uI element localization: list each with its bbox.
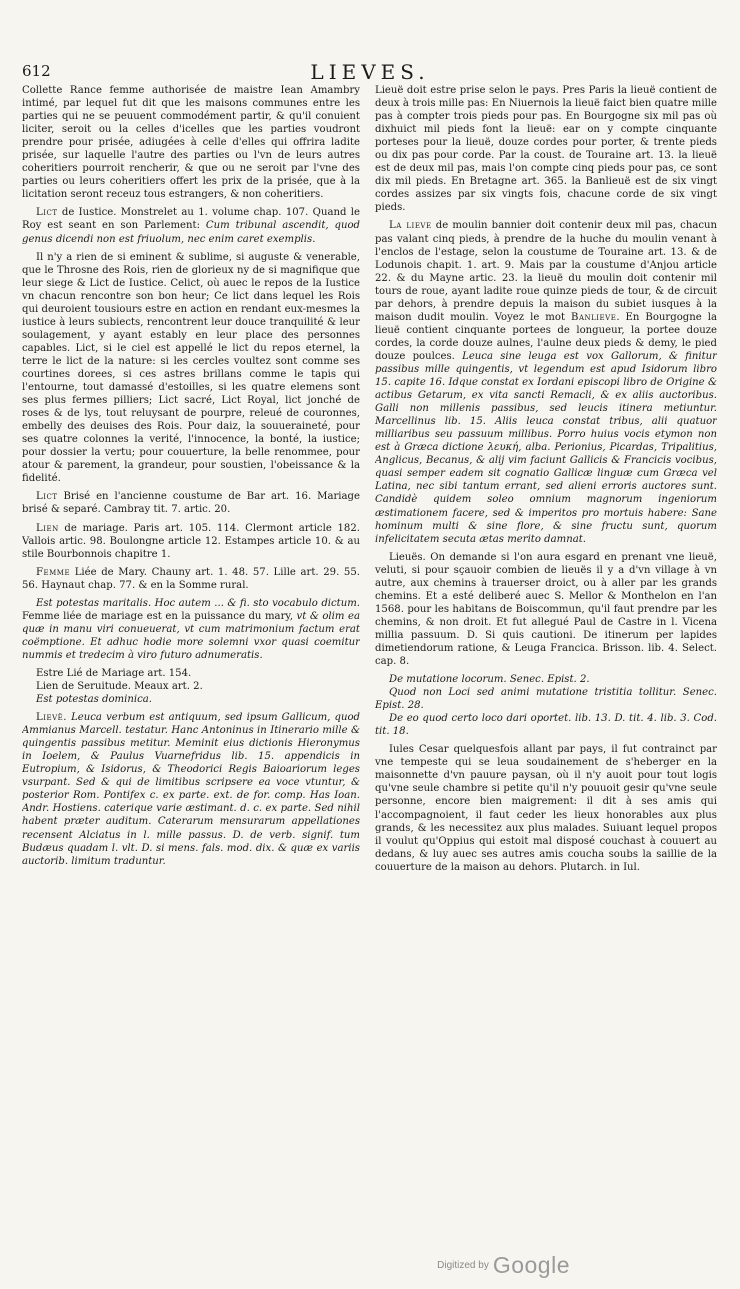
entry-text: de mariage. Paris art. 105. 114. Clermont article 182. Vallois artic. 98. Boulongne article 12. Estampes article 10. & au stile Bourbonnois chapitre 1. (22, 522, 360, 560)
google-watermark (0, 1252, 740, 1279)
paragraph: Iules Cesar quelquesfois allant par pays, il fut contrainct par vne tempeste qui se leua soudainement de s'heberger en la maisonnette d'vn pauure paysan, où il n'y auoit pour tout logis qu'vne seule chambre si petite qu'il n'y pouuoit gesir qu'vne seule personne, encore bien maigrement: il dit à ses amis qui l'accompagnoient, il faut ceder les lieux honorables aux plus grands, & les necessitez aux plus malades. Suiuant lequel propos il voulut qu'Oppius qui estoit mal disposé couchast à couuert au dedans, & luy auec ses autres amis coucha soubs la saillie de la couuerture de la maison au dehors. Plutarch. in Iul. (375, 744, 717, 873)
paragraph: Collette Rance femme authorisée de maistre Iean Amambry intimé, par lequel fut dit que les maisons communes entre les parties qui ne se peuuent commodément partir, & qu'il conuient liciter, seroit ou la celles d'icelles que les parties voudront prendre pour prisée, adiugées à celle d'elles qui offrira ladite prisée, sur laquelle l'autre des parties ou l'vn de leurs autres coheritiers pourroit rencherir, & que ou ne seroit par l'vne des parties ou leurs coheritiers offert les prix de la prisée, que à la licitation seront receuz tous estrangers, & non coheritiers. (22, 85, 360, 201)
running-title: LIEVES. (310, 60, 430, 84)
entry-text: Femme liée de mariage est en la puissance du mary, (22, 610, 297, 622)
page-number: 612 (22, 62, 51, 80)
entry-headword: Femme (36, 566, 71, 578)
paragraph: Lieuës. On demande si l'on aura esgard en prenant vne lieuë, veluti, si pour sçauoir combien de lieuës il y a d'vn village à vn autre, aux chemins à trauerser droict, ou à aller par les grands chemins. Et a esté deliberé auec S. Mellor & Monthelon en l'an 1568. pour les habitans de Boiscommun, qu'il faut prendre par les chemins, & non droit. Et fut allegué Paul de Castre in l. Vicena millia passuum. D. Si quis cautioni. De itinerum per lapides dimetiendorum ratione, & Leuga Francica. Brisson. lib. 4. Select. cap. 8. (375, 551, 717, 668)
latin-quote: Est potestas maritalis. Hoc autem ... & fi. sto vocabulo dictum. (36, 597, 360, 609)
latin-quote: Quod non Loci sed animi mutatione tristitia tollitur. Senec. Epist. 28. (375, 687, 717, 712)
entry-text: Liée de Mary. Chauny art. 1. 48. 57. Lille art. 29. 55. 56. Haynaut chap. 77. & en la Somme rural. (22, 566, 360, 591)
entry-text: . En Bourgogne la lieuë contient cinquante portees de longueur, la portee douze cordes, la corde douze aulnes, l'aulne deux pieds & demy, le pied douze poulces. (375, 311, 717, 362)
latin-quote: vt & olim ea quæ in manu viri conueuerat, vt cum matrimonium factum erat coëmptione. Et adhuc hodie more solemni vxor quasi coemitur nummis et tredecim à viro futuro adnumeratis. (22, 610, 360, 661)
latin-quote: Est potestas dominica. (36, 694, 152, 706)
entry-text: Brisé en l'ancienne coustume de Bar art. 16. Mariage brisé & separé. Cambray tit. 7. artic. 20. (22, 491, 360, 516)
entry-headword: Banlieve (571, 311, 617, 323)
entry-potestas-maritalis (22, 597, 360, 662)
paragraph: Estre Lié de Mariage art. 154. (36, 667, 192, 679)
entry-iules-cesar (375, 743, 717, 873)
paragraph (22, 597, 360, 662)
right-column (375, 84, 717, 1224)
entry-headword: Lict (36, 491, 58, 503)
entry-estre-lie (22, 667, 360, 706)
entry-lien-de-mariage (22, 522, 360, 561)
entry-text: de Iustice. Monstrelet au 1. volume chap. 107. Quand le Roy est seant en son Parlement: (22, 207, 360, 232)
entry-latin-references (375, 673, 717, 738)
paragraph (22, 206, 360, 245)
entry-headword: Lievë. (36, 712, 67, 724)
paragraph: Lien de Seruitude. Meaux art. 2. (36, 681, 203, 693)
latin-quote: De mutatione locorum. Senec. Epist. 2. (389, 674, 590, 686)
latin-quote: Leuca sine leuga est vox Gallorum, & finitur passibus mille quingentis, vt legendum est apud Isidorum libro 15. capite 16. Idque constat ex Iordani episcopi libro de Origine & actibus Getarum, ex vita sancti Remacli, & ex aliis auctoribus. Galli non millenis passibus, sed leucis itinera metiuntur. Marcellinus lib. 15. Aliis leuca constat tribus, alii quatuor milliaribus seu passuum millibus. Porro huius vocis etymon non est à Græca dictione λευκή, alba. Perionius, Picardas, Tripalitius, Anglicus, Becanus, & alij vim faciunt Gallicis & Francicis vocibus, quasi semper eadem sit cognatio Gallicæ linguæ cum Græca vel Latina, nec sibi tantum errant, sed alieni erroris auctores sunt. Candidè quidem soleo omnium magnorum ingeniorum æstimationem facere, sed & imperitos pro mortuis habere: Sane hominum multi & sine flore, & sine fructu sunt, quorum infelicitatem secuta ætas merito damnat. (375, 350, 717, 545)
entry-headword: Lict (36, 207, 58, 219)
latin-quote: De eo quod certo loco dari oportet. lib. 13. D. tit. 4. lib. 3. Cod. tit. 18. (375, 713, 717, 738)
paragraph: Lieuë doit estre prise selon le pays. Pres Paris la lieuë contient de deux à trois mille pas: En Niuernois la lieuë faict bien quatre mille pas à compter trois pieds pour pas. En Bourgogne six mil pas où dixhuict mil pieds font la lieuë: ear on y compte cinquante porteses pour la lieuë, douze cordes pour porter, & trente pieds ou dix pas pour corde. Par la coust. de Touraine art. 13. la lieuë est de deux mil pas, mais l'on compte cinq pieds pour pas, ce sont dix mil pieds. En Bretagne art. 365. la Banlieuë est de six vingt cordes assizes par six vingts fois, chacune corde de six vingt pieds. (375, 85, 717, 214)
watermark-prefix: Digitized by (437, 1260, 489, 1271)
latin-quote: Cum tribunal ascendit, quod genus dicendi non est friuolum, nec enim caret exemplis. (22, 220, 360, 245)
paragraph (22, 522, 360, 561)
entry-femme-liee (22, 566, 360, 592)
entry-headword: Lien (36, 522, 59, 534)
entry-lieue-moulin (375, 219, 717, 545)
entry-lict-eloge (22, 251, 360, 486)
paragraph: Il n'y a rien de si eminent & sublime, si auguste & venerable, que le Throsne des Rois, rien de glorieux ny de si magnifique que leur siege & Lict de Iustice. Celict, où auec le repos de la Iustice vn chacun rencontre son bon heur; Ce lict dans lequel les Rois qui deuroient tousiours estre en action en rendant eux-mesmes la iustice à leurs subiects, rencontrent leur douce tranquilité & leur soulagement, y ayant estably en leur place des personnes capables. Lict, si le ciel est appellé le lict du repos eternel, la terre le lict de la nature: si les cercles voultez sont comme ses courtines dorees, si ces astres brillans comme le tapis qui l'entourne, tout damassé d'estoilles, si les quatre elemens sont ses plus fermes pilliers; Lict sacré, Lict Royal, lict jonché de roses & de lys, tout reluysant de pourpre, releué de couronnes, embelly des deuises des Rois. Pour daiz, la souueraineté, pour ses quatre colonnes la verité, l'innocence, la bonté, la iustice; pour dossier la vertu; pour couuerture, la belle renommee, pour atour & parement, la grandeur, pour soustien, l'obeissance & la fidelité. (22, 251, 360, 485)
paragraph (22, 711, 360, 868)
google-logo: Google (492, 1252, 570, 1278)
entry-lict-brise (22, 490, 360, 516)
paragraph (22, 566, 360, 592)
latin-quote: Leuca verbum est antiquum, sed ipsum Gallicum, quod Ammianus Marcell. testatur. Hanc Antoninus in Itinerario mille & quingentis passibus metitur. Meminit eius dictionis Hieronymus in Ioelem, & Paulus Vuarnefridus lib. 15. appendicis in Eutropium, & Isidorus, & Theodorici Regis Baioariorum leges vsurpant. Sed & qui de limitibus scripsere ea voce vtuntur, & posterior Rom. Pontifex c. ex parte. ext. de for. comp. Has Ioan. Andr. Hostiens. caterique varie æstimant. d. c. ex parte. Sed nihil habent præter auditum. Caterarum mensurarum appellationes recensent Alciatus in l. mille passus. D. de verb. signif. tum Budæus quadam l. vlt. D. si mens. fals. mod. dix. & quæ ex variis auctorib. limitum traduntur. (22, 712, 360, 867)
entry-collette-rance (22, 84, 360, 201)
entry-text: de moulin bannier doit contenir deux mil pas, chacun pas valant cinq pieds, à prendre de la huche du moulin venant à l'enclos de l'estage, selon la coustume de Touraine art. 13. & de Lodunois chapit. 1. art. 9. Mais par la coustume d'Anjou article 22. & du Mayne artic. 23. la lieuë du moulin doit contenir mil tours de roue, ayant ladite roue quinze pieds de tour, & de circuit par dehors, à prendre depuis la maison du subiet iusques à la maison dudit moulin. Voyez le mot (375, 220, 717, 323)
entry-lieues-chemins (375, 551, 717, 668)
left-column (22, 84, 360, 1224)
paragraph (22, 490, 360, 516)
entry-lict-de-iustice (22, 206, 360, 245)
entry-lieue-selon-pays (375, 84, 717, 214)
entry-lieue-leuca (22, 711, 360, 868)
paragraph (375, 219, 717, 545)
entry-headword: La lieve (389, 220, 432, 232)
